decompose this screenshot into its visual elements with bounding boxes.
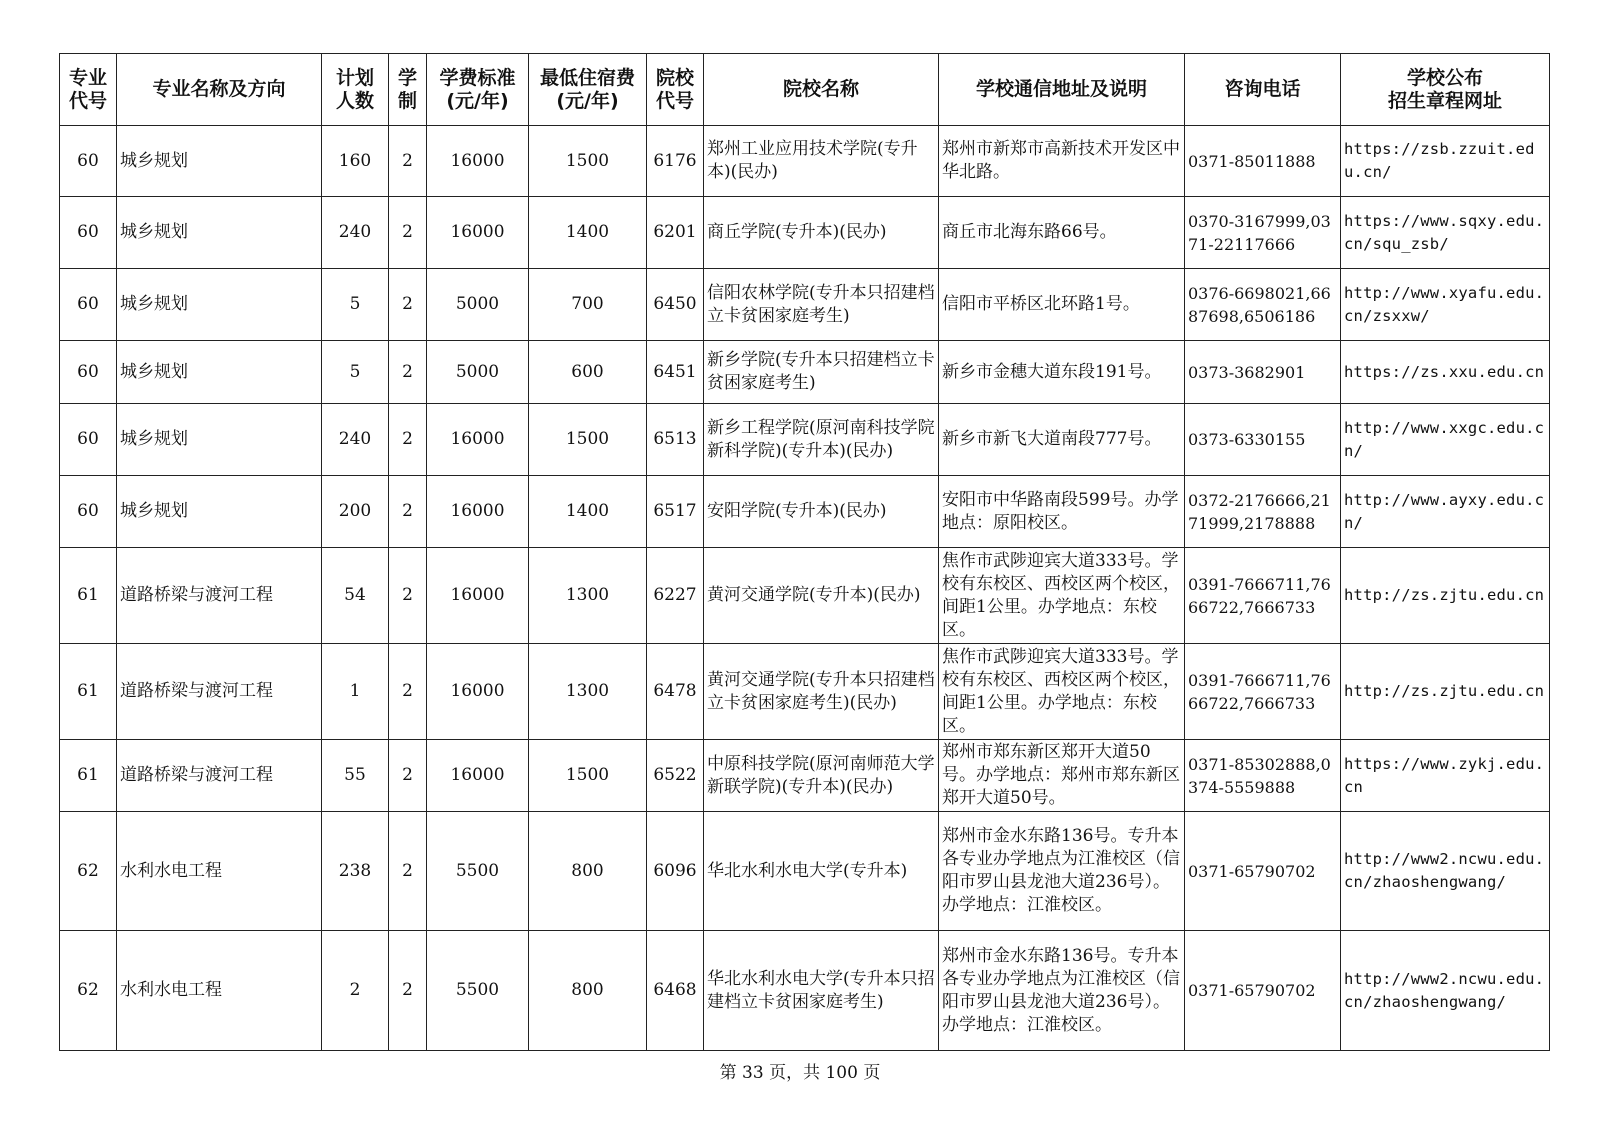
cell-major-name: 道路桥梁与渡河工程: [117, 740, 322, 812]
cell-website[interactable]: http://www.ayxy.edu.cn/: [1341, 476, 1550, 548]
cell-tuition: 16000: [427, 197, 529, 269]
table-row: [60, 269, 1550, 341]
page-footer: 第 33 页，共 100 页: [719, 1063, 881, 1083]
table-row: [60, 404, 1550, 476]
cell-school-code: 6176: [647, 126, 704, 197]
cell-major-name: 城乡规划: [117, 476, 322, 548]
header-school-code: 院校 代号: [647, 54, 704, 126]
cell-school-code: 6478: [647, 644, 704, 740]
header-major-code: 专业 代号: [60, 54, 117, 126]
cell-phone: 0376-6698021,6687698,6506186: [1185, 269, 1341, 341]
header-website: 学校公布 招生章程网址: [1341, 54, 1550, 126]
cell-major-name: 城乡规划: [117, 126, 322, 197]
cell-school-code: 6468: [647, 931, 704, 1051]
cell-years: 2: [389, 341, 427, 404]
cell-lodging: 1300: [529, 644, 647, 740]
cell-phone: 0371-85302888,0374-5559888: [1185, 740, 1341, 812]
table-header-row: [60, 54, 1550, 126]
cell-lodging: 1500: [529, 126, 647, 197]
cell-lodging: 1300: [529, 548, 647, 644]
cell-plan-count: 240: [322, 404, 389, 476]
cell-major-name: 城乡规划: [117, 197, 322, 269]
cell-tuition: 5500: [427, 812, 529, 931]
cell-major-code: 61: [60, 740, 117, 812]
cell-tuition: 16000: [427, 644, 529, 740]
cell-website[interactable]: http://zs.zjtu.edu.cn: [1341, 644, 1550, 740]
cell-plan-count: 54: [322, 548, 389, 644]
table-row: [60, 548, 1550, 644]
header-lodging: 最低住宿费 (元/年): [529, 54, 647, 126]
cell-website[interactable]: https://zs.xxu.edu.cn: [1341, 341, 1550, 404]
cell-phone: 0373-6330155: [1185, 404, 1341, 476]
cell-lodging: 700: [529, 269, 647, 341]
enrollment-table: [59, 53, 1550, 1051]
cell-major-name: 水利水电工程: [117, 812, 322, 931]
cell-website[interactable]: http://www2.ncwu.edu.cn/zhaoshengwang/: [1341, 812, 1550, 931]
cell-plan-count: 2: [322, 931, 389, 1051]
table-row: [60, 812, 1550, 931]
cell-address: 安阳市中华路南段599号。办学地点：原阳校区。: [939, 476, 1185, 548]
cell-tuition: 16000: [427, 476, 529, 548]
cell-school-name: 新乡工程学院(原河南科技学院新科学院)(专升本)(民办): [704, 404, 939, 476]
cell-website[interactable]: http://www2.ncwu.edu.cn/zhaoshengwang/: [1341, 931, 1550, 1051]
cell-major-code: 62: [60, 812, 117, 931]
cell-plan-count: 1: [322, 644, 389, 740]
cell-address: 焦作市武陟迎宾大道333号。学校有东校区、西校区两个校区，间距1公里。办学地点：东校区。: [939, 548, 1185, 644]
cell-major-name: 水利水电工程: [117, 931, 322, 1051]
cell-phone: 0370-3167999,0371-22117666: [1185, 197, 1341, 269]
cell-address: 商丘市北海东路66号。: [939, 197, 1185, 269]
table-row: [60, 476, 1550, 548]
cell-website[interactable]: http://www.xyafu.edu.cn/zsxxw/: [1341, 269, 1550, 341]
cell-years: 2: [389, 404, 427, 476]
cell-school-code: 6517: [647, 476, 704, 548]
cell-years: 2: [389, 931, 427, 1051]
cell-school-code: 6450: [647, 269, 704, 341]
header-school-name: 院校名称: [704, 54, 939, 126]
cell-major-code: 60: [60, 269, 117, 341]
cell-lodging: 800: [529, 931, 647, 1051]
cell-school-code: 6201: [647, 197, 704, 269]
cell-website[interactable]: https://www.sqxy.edu.cn/squ_zsb/: [1341, 197, 1550, 269]
cell-major-code: 62: [60, 931, 117, 1051]
cell-school-code: 6227: [647, 548, 704, 644]
cell-major-code: 61: [60, 644, 117, 740]
cell-phone: 0371-85011888: [1185, 126, 1341, 197]
cell-tuition: 5500: [427, 931, 529, 1051]
header-years: 学 制: [389, 54, 427, 126]
cell-major-name: 城乡规划: [117, 341, 322, 404]
header-major-name: 专业名称及方向: [117, 54, 322, 126]
cell-tuition: 5000: [427, 341, 529, 404]
cell-lodging: 800: [529, 812, 647, 931]
cell-address: 郑州市郑东新区郑开大道50号。办学地点：郑州市郑东新区郑开大道50号。: [939, 740, 1185, 812]
cell-school-name: 商丘学院(专升本)(民办): [704, 197, 939, 269]
cell-phone: 0391-7666711,7666722,7666733: [1185, 644, 1341, 740]
cell-years: 2: [389, 548, 427, 644]
cell-tuition: 16000: [427, 126, 529, 197]
table-row: [60, 197, 1550, 269]
cell-website[interactable]: http://zs.zjtu.edu.cn: [1341, 548, 1550, 644]
header-tuition: 学费标准 (元/年): [427, 54, 529, 126]
cell-website[interactable]: https://zsb.zzuit.edu.cn/: [1341, 126, 1550, 197]
cell-lodging: 1400: [529, 476, 647, 548]
cell-address: 新乡市金穗大道东段191号。: [939, 341, 1185, 404]
cell-school-name: 华北水利水电大学(专升本): [704, 812, 939, 931]
cell-phone: 0391-7666711,7666722,7666733: [1185, 548, 1341, 644]
cell-major-name: 城乡规划: [117, 269, 322, 341]
cell-school-name: 黄河交通学院(专升本)(民办): [704, 548, 939, 644]
cell-school-code: 6513: [647, 404, 704, 476]
cell-lodging: 1500: [529, 404, 647, 476]
cell-school-name: 中原科技学院(原河南师范大学新联学院)(专升本)(民办): [704, 740, 939, 812]
cell-years: 2: [389, 812, 427, 931]
cell-plan-count: 238: [322, 812, 389, 931]
cell-address: 郑州市金水东路136号。专升本各专业办学地点为江淮校区（信阳市罗山县龙池大道236号）。办学地点：江淮校区。: [939, 812, 1185, 931]
cell-address: 郑州市金水东路136号。专升本各专业办学地点为江淮校区（信阳市罗山县龙池大道236号）。办学地点：江淮校区。: [939, 931, 1185, 1051]
cell-lodging: 600: [529, 341, 647, 404]
cell-major-code: 60: [60, 404, 117, 476]
table-body: [60, 126, 1550, 1051]
header-phone: 咨询电话: [1185, 54, 1341, 126]
cell-plan-count: 5: [322, 269, 389, 341]
cell-school-name: 新乡学院(专升本只招建档立卡贫困家庭考生): [704, 341, 939, 404]
cell-major-name: 城乡规划: [117, 404, 322, 476]
cell-school-code: 6522: [647, 740, 704, 812]
cell-phone: 0372-2176666,2171999,2178888: [1185, 476, 1341, 548]
table-row: [60, 341, 1550, 404]
cell-address: 郑州市新郑市高新技术开发区中华北路。: [939, 126, 1185, 197]
cell-years: 2: [389, 126, 427, 197]
cell-school-name: 安阳学院(专升本)(民办): [704, 476, 939, 548]
cell-major-code: 60: [60, 341, 117, 404]
cell-school-name: 华北水利水电大学(专升本只招建档立卡贫困家庭考生): [704, 931, 939, 1051]
cell-school-name: 郑州工业应用技术学院(专升本)(民办): [704, 126, 939, 197]
cell-years: 2: [389, 644, 427, 740]
table-row: [60, 740, 1550, 812]
cell-phone: 0373-3682901: [1185, 341, 1341, 404]
cell-school-code: 6451: [647, 341, 704, 404]
cell-years: 2: [389, 197, 427, 269]
cell-plan-count: 160: [322, 126, 389, 197]
cell-address: 信阳市平桥区北环路1号。: [939, 269, 1185, 341]
cell-years: 2: [389, 269, 427, 341]
header-address: 学校通信地址及说明: [939, 54, 1185, 126]
cell-lodging: 1500: [529, 740, 647, 812]
cell-tuition: 5000: [427, 269, 529, 341]
cell-school-name: 信阳农林学院(专升本只招建档立卡贫困家庭考生): [704, 269, 939, 341]
cell-major-name: 道路桥梁与渡河工程: [117, 548, 322, 644]
cell-plan-count: 240: [322, 197, 389, 269]
cell-tuition: 16000: [427, 548, 529, 644]
cell-address: 新乡市新飞大道南段777号。: [939, 404, 1185, 476]
cell-phone: 0371-65790702: [1185, 931, 1341, 1051]
table-row: [60, 126, 1550, 197]
cell-phone: 0371-65790702: [1185, 812, 1341, 931]
cell-plan-count: 200: [322, 476, 389, 548]
cell-lodging: 1400: [529, 197, 647, 269]
cell-plan-count: 55: [322, 740, 389, 812]
cell-years: 2: [389, 740, 427, 812]
cell-major-code: 60: [60, 476, 117, 548]
table-row: [60, 644, 1550, 740]
cell-school-code: 6096: [647, 812, 704, 931]
cell-website[interactable]: http://www.xxgc.edu.cn/: [1341, 404, 1550, 476]
cell-school-name: 黄河交通学院(专升本只招建档立卡贫困家庭考生)(民办): [704, 644, 939, 740]
enrollment-table-sheet: [59, 53, 1550, 1051]
cell-major-code: 60: [60, 126, 117, 197]
cell-years: 2: [389, 476, 427, 548]
cell-major-name: 道路桥梁与渡河工程: [117, 644, 322, 740]
cell-tuition: 16000: [427, 740, 529, 812]
cell-plan-count: 5: [322, 341, 389, 404]
cell-major-code: 61: [60, 548, 117, 644]
cell-website[interactable]: https://www.zykj.edu.cn: [1341, 740, 1550, 812]
cell-address: 焦作市武陟迎宾大道333号。学校有东校区、西校区两个校区，间距1公里。办学地点：东校区。: [939, 644, 1185, 740]
header-plan-count: 计划 人数: [322, 54, 389, 126]
table-row: [60, 931, 1550, 1051]
cell-tuition: 16000: [427, 404, 529, 476]
cell-major-code: 60: [60, 197, 117, 269]
